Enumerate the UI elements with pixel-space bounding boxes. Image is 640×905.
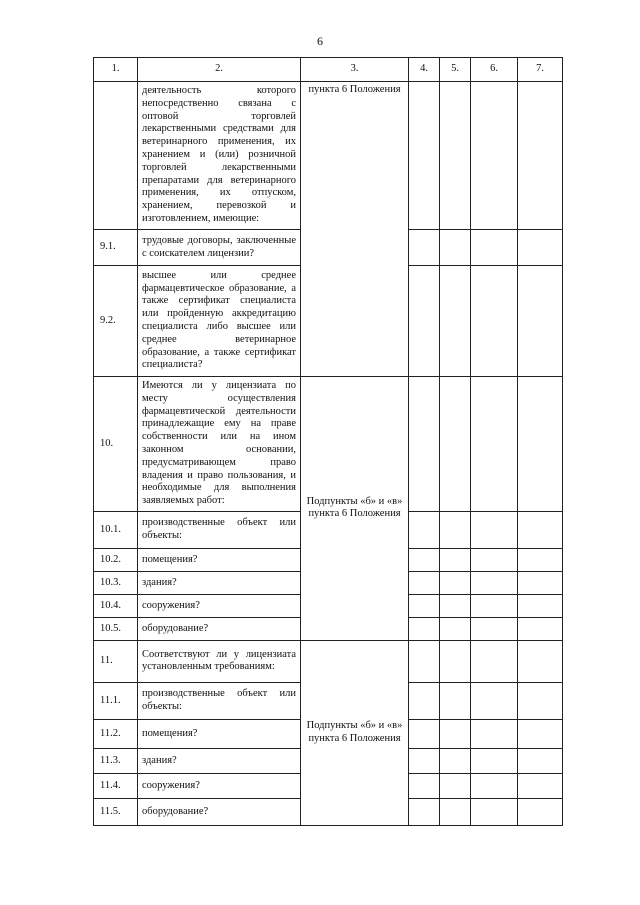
- row-number: 11.: [94, 640, 138, 682]
- row-text: оборудование?: [138, 617, 301, 640]
- empty-cell: [518, 548, 563, 571]
- empty-cell: [518, 230, 563, 266]
- empty-cell: [409, 82, 440, 230]
- empty-cell: [518, 773, 563, 798]
- empty-cell: [471, 230, 518, 266]
- empty-cell: [440, 748, 471, 773]
- empty-cell: [440, 511, 471, 548]
- empty-cell: [471, 748, 518, 773]
- row-text: высшее или среднее фармацевтическое образование, а также сертификат специалиста или пройденную аккредитацию специалиста либо высшее или среднее ветеринарное образование, а также сертификат специалиста?: [138, 266, 301, 377]
- empty-cell: [518, 571, 563, 594]
- empty-cell: [471, 617, 518, 640]
- empty-cell: [518, 377, 563, 512]
- header-cell: 6.: [471, 58, 518, 82]
- row-number: 11.1.: [94, 682, 138, 719]
- empty-cell: [409, 266, 440, 377]
- empty-cell: [440, 571, 471, 594]
- empty-cell: [471, 571, 518, 594]
- row-text: производственные объект или объекты:: [138, 511, 301, 548]
- empty-cell: [471, 594, 518, 617]
- empty-cell: [440, 719, 471, 748]
- empty-cell: [409, 682, 440, 719]
- empty-cell: [518, 266, 563, 377]
- header-cell: 5.: [440, 58, 471, 82]
- row-text: помещения?: [138, 548, 301, 571]
- legal-reference: пункта 6 Положения: [301, 82, 409, 377]
- row-number: 9.1.: [94, 230, 138, 266]
- empty-cell: [471, 773, 518, 798]
- empty-cell: [440, 230, 471, 266]
- empty-cell: [409, 617, 440, 640]
- empty-cell: [440, 682, 471, 719]
- row-text: деятельность которого непосредственно связана с оптовой торговлей лекарственными средствами для ветеринарного применения, их хранением и (или) розничной торговлей лекарственными препаратами для ветеринарного применения, их отпуском, хранением, перевозкой и изготовлением, имеющие:: [138, 82, 301, 230]
- row-text: оборудование?: [138, 798, 301, 825]
- empty-cell: [440, 377, 471, 512]
- empty-cell: [518, 748, 563, 773]
- empty-cell: [518, 617, 563, 640]
- empty-cell: [409, 571, 440, 594]
- empty-cell: [409, 773, 440, 798]
- empty-cell: [440, 594, 471, 617]
- empty-cell: [440, 266, 471, 377]
- row-number: 11.3.: [94, 748, 138, 773]
- empty-cell: [409, 594, 440, 617]
- empty-cell: [471, 266, 518, 377]
- header-row: [94, 58, 563, 82]
- empty-cell: [471, 682, 518, 719]
- page-number: 6: [317, 34, 323, 48]
- empty-cell: [409, 640, 440, 682]
- empty-cell: [518, 594, 563, 617]
- row-number: 11.5.: [94, 798, 138, 825]
- row-number: 10.: [94, 377, 138, 512]
- row-number: 11.4.: [94, 773, 138, 798]
- row-text: сооружения?: [138, 773, 301, 798]
- empty-cell: [471, 511, 518, 548]
- empty-cell: [440, 773, 471, 798]
- legal-reference: Подпункты «б» и «в» пункта 6 Положения: [301, 640, 409, 825]
- empty-cell: [518, 82, 563, 230]
- empty-cell: [409, 748, 440, 773]
- empty-cell: [471, 82, 518, 230]
- header-cell: 3.: [301, 58, 409, 82]
- row-text: трудовые договоры, заключенные с соискателем лицензии?: [138, 230, 301, 266]
- empty-cell: [518, 719, 563, 748]
- row-text: сооружения?: [138, 594, 301, 617]
- table-row: [94, 640, 563, 682]
- row-number: [94, 82, 138, 230]
- header-cell: 7.: [518, 58, 563, 82]
- row-number: 9.2.: [94, 266, 138, 377]
- empty-cell: [440, 798, 471, 825]
- row-number: 10.1.: [94, 511, 138, 548]
- empty-cell: [440, 640, 471, 682]
- empty-cell: [471, 798, 518, 825]
- row-text: Имеются ли у лицензиата по месту осуществления фармацевтической деятельности принадлежащие ему на праве собственности или на ином законном основании, предусматривающем право владения и право пользования, и необходимые для выполнения заявляемых работ:: [138, 377, 301, 512]
- legal-reference: Подпункты «б» и «в» пункта 6 Положения: [301, 377, 409, 641]
- empty-cell: [440, 617, 471, 640]
- empty-cell: [409, 511, 440, 548]
- empty-cell: [518, 682, 563, 719]
- header-cell: 2.: [138, 58, 301, 82]
- row-number: 10.4.: [94, 594, 138, 617]
- checklist-table: [93, 57, 563, 826]
- empty-cell: [409, 230, 440, 266]
- empty-cell: [518, 640, 563, 682]
- empty-cell: [409, 719, 440, 748]
- row-number: 10.3.: [94, 571, 138, 594]
- row-text: здания?: [138, 571, 301, 594]
- row-text: здания?: [138, 748, 301, 773]
- row-text: Соответствуют ли у лицензиата установленным требованиям:: [138, 640, 301, 682]
- empty-cell: [440, 82, 471, 230]
- empty-cell: [409, 548, 440, 571]
- table-row: [94, 82, 563, 230]
- empty-cell: [471, 548, 518, 571]
- empty-cell: [409, 798, 440, 825]
- empty-cell: [471, 640, 518, 682]
- empty-cell: [518, 798, 563, 825]
- table-row: [94, 377, 563, 512]
- row-number: 11.2.: [94, 719, 138, 748]
- row-text: помещения?: [138, 719, 301, 748]
- row-number: 10.5.: [94, 617, 138, 640]
- empty-cell: [440, 548, 471, 571]
- header-cell: 1.: [94, 58, 138, 82]
- empty-cell: [471, 719, 518, 748]
- row-number: 10.2.: [94, 548, 138, 571]
- row-text: производственные объект или объекты:: [138, 682, 301, 719]
- empty-cell: [471, 377, 518, 512]
- empty-cell: [518, 511, 563, 548]
- empty-cell: [409, 377, 440, 512]
- header-cell: 4.: [409, 58, 440, 82]
